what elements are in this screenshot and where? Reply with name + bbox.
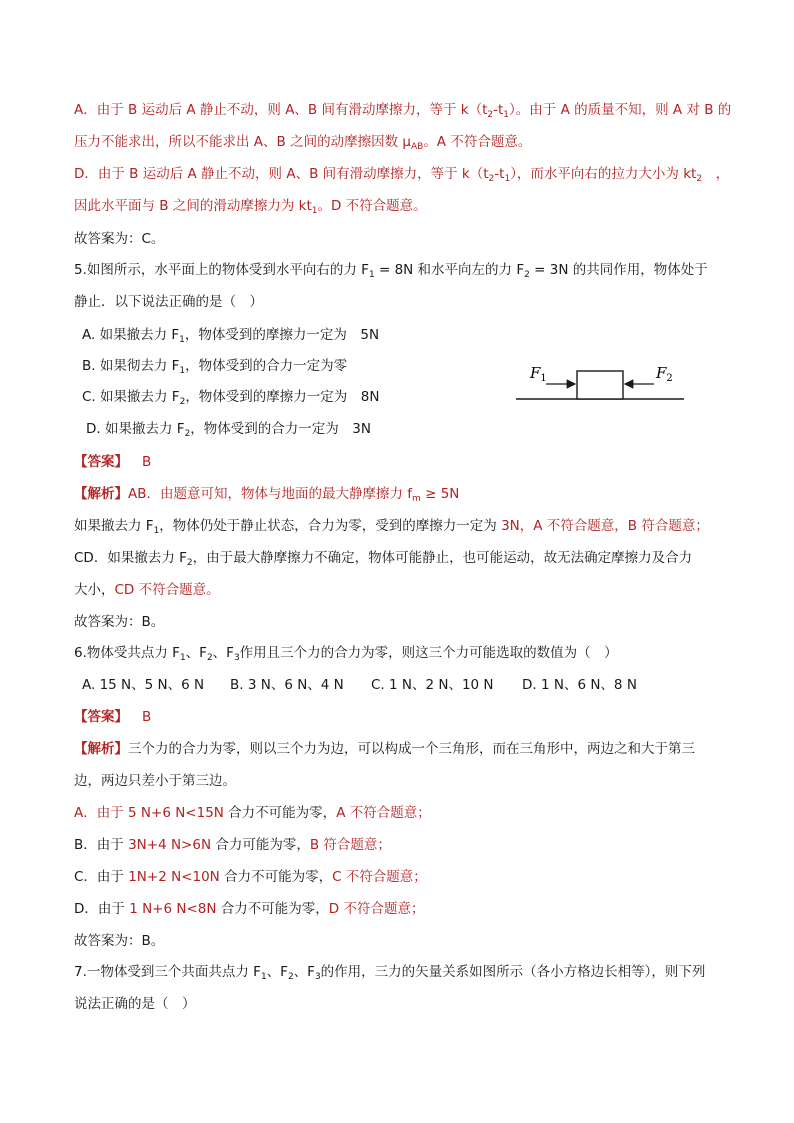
q4-explain-d-line2: 因此水平面与 B 之间的滑动摩擦力为 $kt_1$。D 不符合题意。 <box>74 198 427 216</box>
q6-analysis-line1: 【解析】三个力的合力为零，则以三个力为边，可以构成一个三角形，而在三角形中，两边之和大于第三 <box>74 741 695 757</box>
q6-answer: 【答案】 B <box>74 709 152 725</box>
q4-conclusion: 故答案为：C。 <box>74 231 165 247</box>
q5-analysis-line2: 如果撤去力 $F_1$，物体仍处于静止状态，合力为零，受到的摩擦力一定为 3N，A 不符合题意，B 符合题意； <box>74 518 709 536</box>
q4-explain-a-line2: 压力不能求出，所以不能求出 A、B 之间的动摩擦因数 $\mu_{AB}$。A 不符合题意。 <box>74 134 532 152</box>
f1-label: $F_1$ <box>530 364 547 384</box>
q5-analysis-line3: CD．如果撤去力 $F_2$，由于最大静摩擦力不确定，物体可能静止，也可能运动，故无法确定摩擦力及合力 <box>74 550 693 568</box>
block <box>577 371 623 399</box>
q6-option-b: B. 3 N、6 N、4 N <box>230 677 344 693</box>
q6-analysis-a: A．由于 5 N+6 N<15N 合力不可能为零，A 不符合题意； <box>74 805 431 821</box>
q6-analysis-b: B．由于 3N+4 N>6N 合力可能为零，B 符合题意； <box>74 837 391 853</box>
q6-option-c: C. 1 N、2 N、10 N <box>371 677 494 693</box>
q5-analysis-line4: 大小，CD 不符合题意。 <box>74 582 220 598</box>
q5-option-a: A. 如果撤去力 $F_1$，物体受到的摩擦力一定为 5N <box>82 327 380 345</box>
q5-answer: 【答案】 B <box>74 454 152 470</box>
q6-option-a: A. 15 N、5 N、6 N <box>82 677 205 693</box>
q5-stem-line1: 5.如图所示，水平面上的物体受到水平向右的力 $F_1 = 8N$ 和水平向左的力 $F_2 = 3N$ 的共同作用，物体处于 <box>74 262 708 280</box>
q6-analysis-d: D．由于 1 N+6 N<8N 合力不可能为零，D 不符合题意； <box>74 901 425 917</box>
q6-stem: 6.物体受共点力 $F_1$、$F_2$、$F_3$作用且三个力的合力为零，则这三个力可能选取的数值为（ ） <box>74 645 618 663</box>
q5-stem-line2: 静止．以下说法正确的是（ ） <box>74 294 263 310</box>
f2-label: $F_2$ <box>656 364 673 384</box>
q4-explain-d-line1: D．由于 B 运动后 A 静止不动，则 A、B 间有滑动摩擦力，等于 $k(t_2-t_1)$，而水平向右的拉力大小为 $kt_2$ ， <box>74 166 730 184</box>
q6-analysis-c: C．由于 1N+2 N<10N 合力不可能为零，C 不符合题意； <box>74 869 427 885</box>
q5-force-diagram <box>510 358 690 406</box>
q5-analysis-line1: 【解析】AB．由题意可知，物体与地面的最大静摩擦力 $f_m \ge 5N$ <box>74 486 460 504</box>
q5-conclusion: 故答案为：B。 <box>74 614 165 630</box>
q5-option-c: C. 如果撤去力 $F_2$，物体受到的摩擦力一定为 8N <box>82 389 380 407</box>
q6-conclusion: 故答案为：B。 <box>74 933 165 949</box>
q6-option-d: D. 1 N、6 N、8 N <box>522 677 637 693</box>
q7-stem-line2: 说法正确的是（ ） <box>74 996 196 1012</box>
q7-stem-line1: 7.一物体受到三个共面共点力 $F_1$、$F_2$、$F_3$的作用，三力的矢量关系如图所示（各小方格边长相等），则下列 <box>74 964 706 982</box>
q5-option-d: D. 如果撤去力 $F_2$，物体受到的合力一定为 3N <box>86 421 371 439</box>
q6-analysis-line2: 边，两边只差小于第三边。 <box>74 773 236 789</box>
q5-option-b: B. 如果彻去力 $F_1$，物体受到的合力一定为零 <box>82 358 348 376</box>
q4-explain-a-line1: A．由于 B 运动后 A 静止不动，则 A、B 间有滑动摩擦力，等于 $k(t_2-t_1)$。由于 A 的质量不知，则 A 对 B 的 <box>74 102 732 120</box>
